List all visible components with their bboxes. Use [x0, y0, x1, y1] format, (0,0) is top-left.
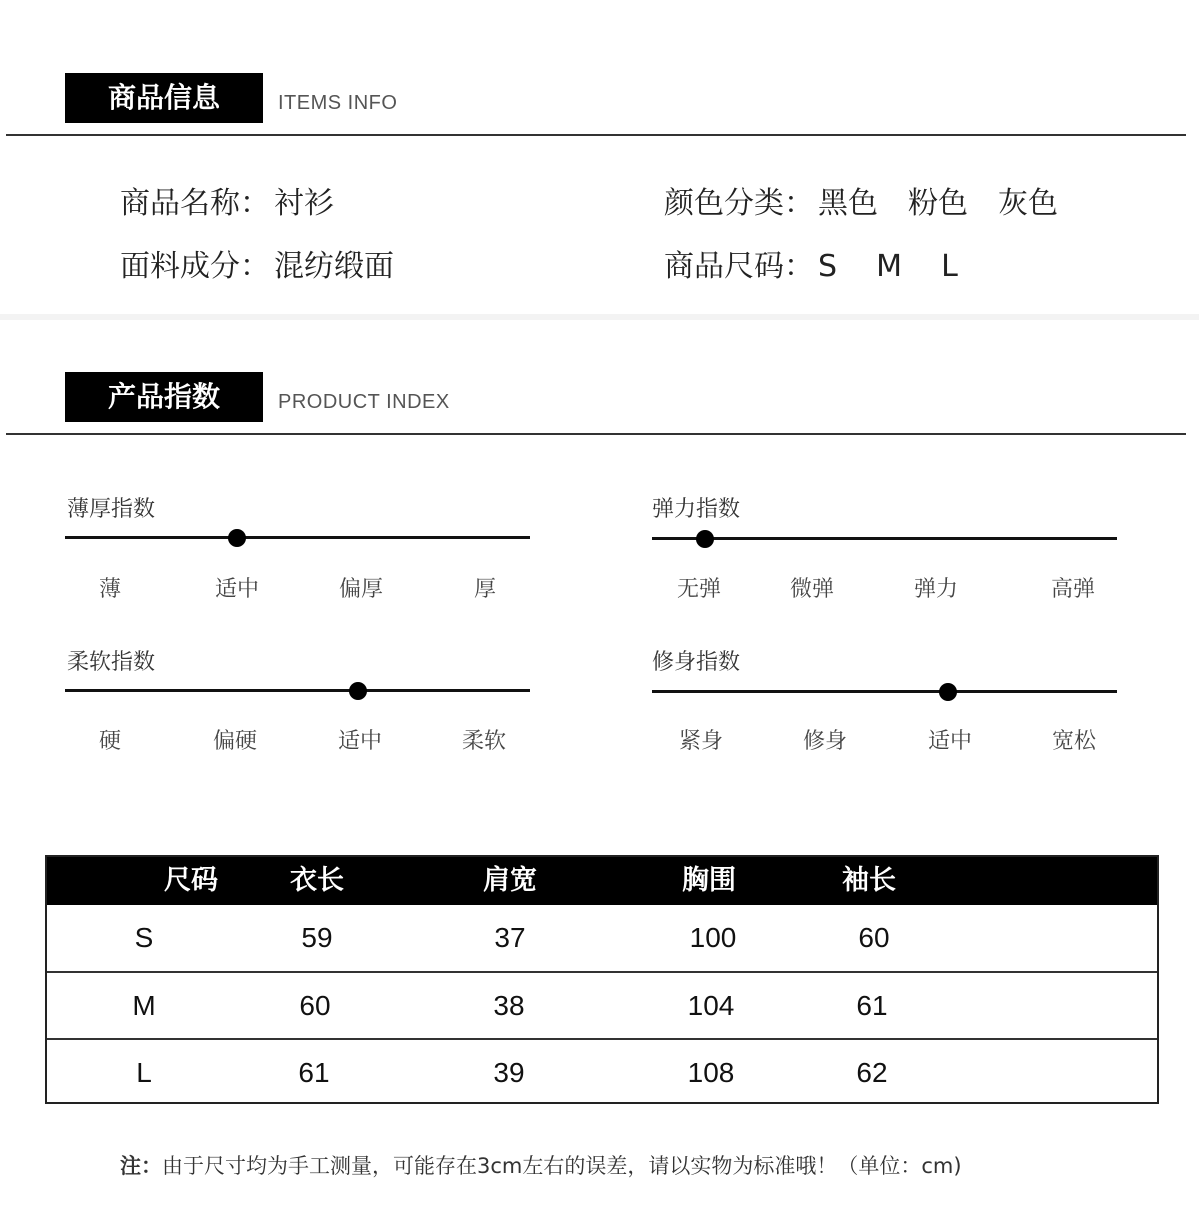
note-prefix: 注： — [120, 1154, 162, 1178]
table-header-cell: 衣长 — [290, 865, 344, 896]
table-cell: 104 — [687, 990, 735, 1021]
slider-fit-title: 修身指数 — [652, 650, 741, 675]
slider-elasticity-tick: 微弹 — [789, 577, 834, 602]
slider-fit-tick: 修身 — [802, 729, 847, 754]
slider-thickness-knob — [228, 529, 246, 547]
table-header-cell: 胸围 — [682, 865, 736, 896]
color-value: 黑色 粉色 灰色 — [818, 186, 1058, 221]
slider-fit-tick: 适中 — [927, 729, 972, 754]
slider-thickness-tick: 适中 — [214, 577, 259, 602]
items-info-header: 商品信息 — [65, 73, 263, 123]
section-divider-shadow — [0, 314, 1199, 320]
slider-softness-tick: 偏硬 — [212, 729, 257, 754]
table-cell: 38 — [493, 990, 525, 1021]
size-table — [45, 855, 1159, 1104]
table-cell: 61 — [856, 990, 888, 1021]
table-header-cell: 袖长 — [842, 865, 896, 896]
fabric-row — [120, 241, 394, 285]
slider-elasticity-title: 弹力指数 — [652, 497, 741, 522]
table-row — [47, 971, 1157, 1039]
slider-thickness-tick: 偏厚 — [338, 577, 383, 602]
product-index-header: 产品指数 — [65, 372, 263, 422]
slider-softness-tick: 柔软 — [461, 729, 506, 754]
product-index-subheader: PRODUCT INDEX — [278, 391, 450, 413]
table-cell: M — [132, 990, 156, 1021]
fabric-value: 混纺缎面 — [274, 249, 394, 284]
slider-fit-track — [652, 690, 1117, 693]
slider-softness-tick: 适中 — [337, 729, 382, 754]
slider-elasticity-track — [652, 537, 1117, 540]
table-cell: S — [134, 922, 154, 953]
color-row — [664, 178, 1058, 222]
product-name-value: 衬衫 — [274, 186, 334, 221]
items-info-subheader: ITEMS INFO — [278, 92, 398, 114]
slider-elasticity-knob — [696, 530, 714, 548]
table-header-cell: 尺码 — [164, 865, 218, 896]
slider-fit-tick: 紧身 — [678, 729, 723, 754]
table-header-cell: 肩宽 — [483, 865, 537, 896]
table-cell: L — [136, 1057, 152, 1088]
size-value: S M L — [818, 249, 958, 284]
slider-thickness-track — [65, 536, 530, 539]
size-label: 商品尺码： — [664, 249, 814, 284]
table-cell: 60 — [299, 990, 331, 1021]
table-row — [47, 905, 1157, 971]
note-text: 由于尺寸均为手工测量，可能存在3cm左右的误差，请以实物为标准哦！（单位：cm) — [162, 1154, 962, 1178]
table-cell: 62 — [856, 1057, 888, 1088]
slider-elasticity-tick: 高弹 — [1050, 577, 1095, 602]
slider-elasticity-tick: 弹力 — [913, 577, 958, 602]
table-cell: 39 — [493, 1057, 525, 1088]
size-table-header — [47, 857, 1157, 905]
slider-elasticity-tick: 无弹 — [676, 577, 721, 602]
slider-softness-track — [65, 689, 530, 692]
product-name-label: 商品名称： — [120, 186, 270, 221]
product-name-row — [120, 178, 334, 222]
table-cell: 100 — [689, 922, 737, 953]
measurement-note — [120, 1150, 962, 1180]
table-cell: 37 — [494, 922, 526, 953]
slider-fit-knob — [939, 683, 957, 701]
table-cell: 61 — [298, 1057, 330, 1088]
slider-fit-tick: 宽松 — [1051, 729, 1096, 754]
slider-softness-tick: 硬 — [98, 729, 121, 754]
fabric-label: 面料成分： — [120, 249, 270, 284]
product-index-divider — [6, 433, 1186, 435]
table-cell: 59 — [301, 922, 333, 953]
slider-thickness-tick: 厚 — [473, 577, 496, 602]
color-label: 颜色分类： — [664, 186, 814, 221]
items-info-divider — [6, 134, 1186, 136]
slider-thickness-tick: 薄 — [98, 577, 121, 602]
slider-thickness-title: 薄厚指数 — [67, 497, 156, 522]
slider-softness-title: 柔软指数 — [67, 650, 156, 675]
table-cell: 108 — [687, 1057, 735, 1088]
slider-softness-knob — [349, 682, 367, 700]
table-cell: 60 — [858, 922, 890, 953]
size-row — [664, 241, 958, 285]
table-row — [47, 1038, 1157, 1106]
